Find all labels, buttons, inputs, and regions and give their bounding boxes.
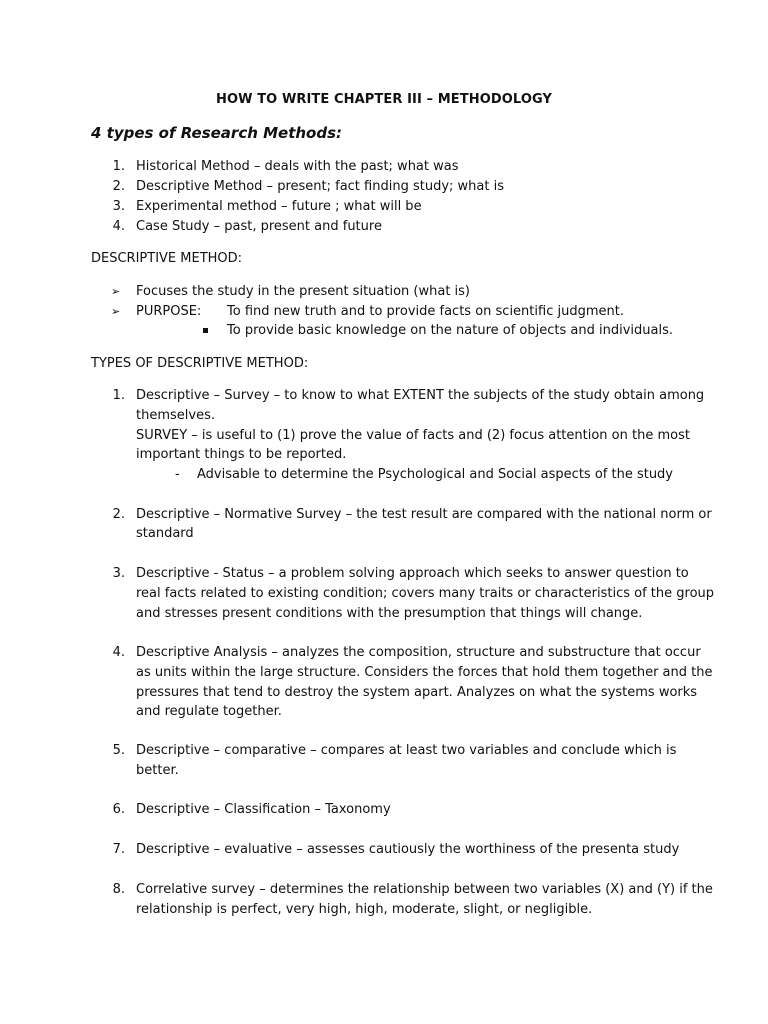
purpose-text: To find new truth and to provide facts on scientific judgment. xyxy=(227,304,624,319)
list-line: as units within the large structure. Considers the forces that hold them together and the xyxy=(136,665,713,680)
list-line: Descriptive – Classification – Taxonomy xyxy=(136,802,391,817)
list-item: Historical Method – deals with the past; what was xyxy=(136,159,459,174)
list-line: relationship is perfect, very high, high, moderate, slight, or negligible. xyxy=(136,902,593,917)
list-number: 4. xyxy=(112,219,125,234)
list-line: real facts related to existing condition; covers many traits or characteristics of the group xyxy=(136,586,715,601)
list-number: 1. xyxy=(112,388,125,403)
list-line: Correlative survey – determines the relationship between two variables (X) and (Y) if the xyxy=(136,882,713,897)
list-line: Descriptive Analysis – analyzes the composition, structure and substructure that occur xyxy=(136,645,701,660)
list-item: Experimental method – future ; what will be xyxy=(136,199,422,214)
sub-item: Advisable to determine the Psychological and Social aspects of the study xyxy=(197,467,674,482)
arrow-bullet-icon: ➢ xyxy=(111,285,121,298)
list-line: important things to be reported. xyxy=(136,447,347,462)
list-line: Descriptive – Normative Survey – the test result are compared with the national norm or xyxy=(136,507,712,522)
section-heading: TYPES OF DESCRIPTIVE METHOD: xyxy=(91,356,309,371)
list-number: 2. xyxy=(112,507,125,522)
purpose-text: To provide basic knowledge on the nature of objects and individuals. xyxy=(227,323,673,338)
square-bullet-icon xyxy=(203,328,208,333)
arrow-bullet-icon: ➢ xyxy=(111,305,121,318)
list-line: SURVEY – is useful to (1) prove the value of facts and (2) focus attention on the most xyxy=(136,428,690,443)
list-line: and stresses present conditions with the presumption that things will change. xyxy=(136,606,643,621)
bullet-text: Focuses the study in the present situation (what is) xyxy=(136,284,471,299)
list-line: pressures that tend to destroy the system apart. Analyzes on what the systems works xyxy=(136,685,698,700)
list-line: themselves. xyxy=(136,408,215,423)
list-number: 4. xyxy=(112,645,125,660)
list-line: Descriptive – Survey – to know to what EXTENT the subjects of the study obtain among xyxy=(136,388,705,403)
section-heading: DESCRIPTIVE METHOD: xyxy=(91,251,243,266)
page-title: HOW TO WRITE CHAPTER III – METHODOLOGY xyxy=(216,92,552,107)
list-line: better. xyxy=(136,763,179,778)
list-number: 3. xyxy=(112,566,125,581)
list-number: 3. xyxy=(112,199,125,214)
list-line: Descriptive – comparative – compares at least two variables and conclude which is xyxy=(136,743,677,758)
list-item: Descriptive Method – present; fact finding study; what is xyxy=(136,179,504,194)
purpose-label: PURPOSE: xyxy=(136,304,202,319)
list-number: 2. xyxy=(112,179,125,194)
list-line: Descriptive – evaluative – assesses cautiously the worthiness of the presenta study xyxy=(136,842,680,857)
list-number: 8. xyxy=(112,882,125,897)
list-number: 1. xyxy=(112,159,125,174)
dash-bullet: - xyxy=(175,467,180,482)
list-item: Case Study – past, present and future xyxy=(136,219,382,234)
list-number: 5. xyxy=(112,743,125,758)
section-subtitle: 4 types of Research Methods: xyxy=(91,124,343,142)
list-line: standard xyxy=(136,526,194,541)
list-number: 6. xyxy=(112,802,125,817)
list-number: 7. xyxy=(112,842,125,857)
list-line: and regulate together. xyxy=(136,704,282,719)
list-line: Descriptive - Status – a problem solving approach which seeks to answer question to xyxy=(136,566,689,581)
